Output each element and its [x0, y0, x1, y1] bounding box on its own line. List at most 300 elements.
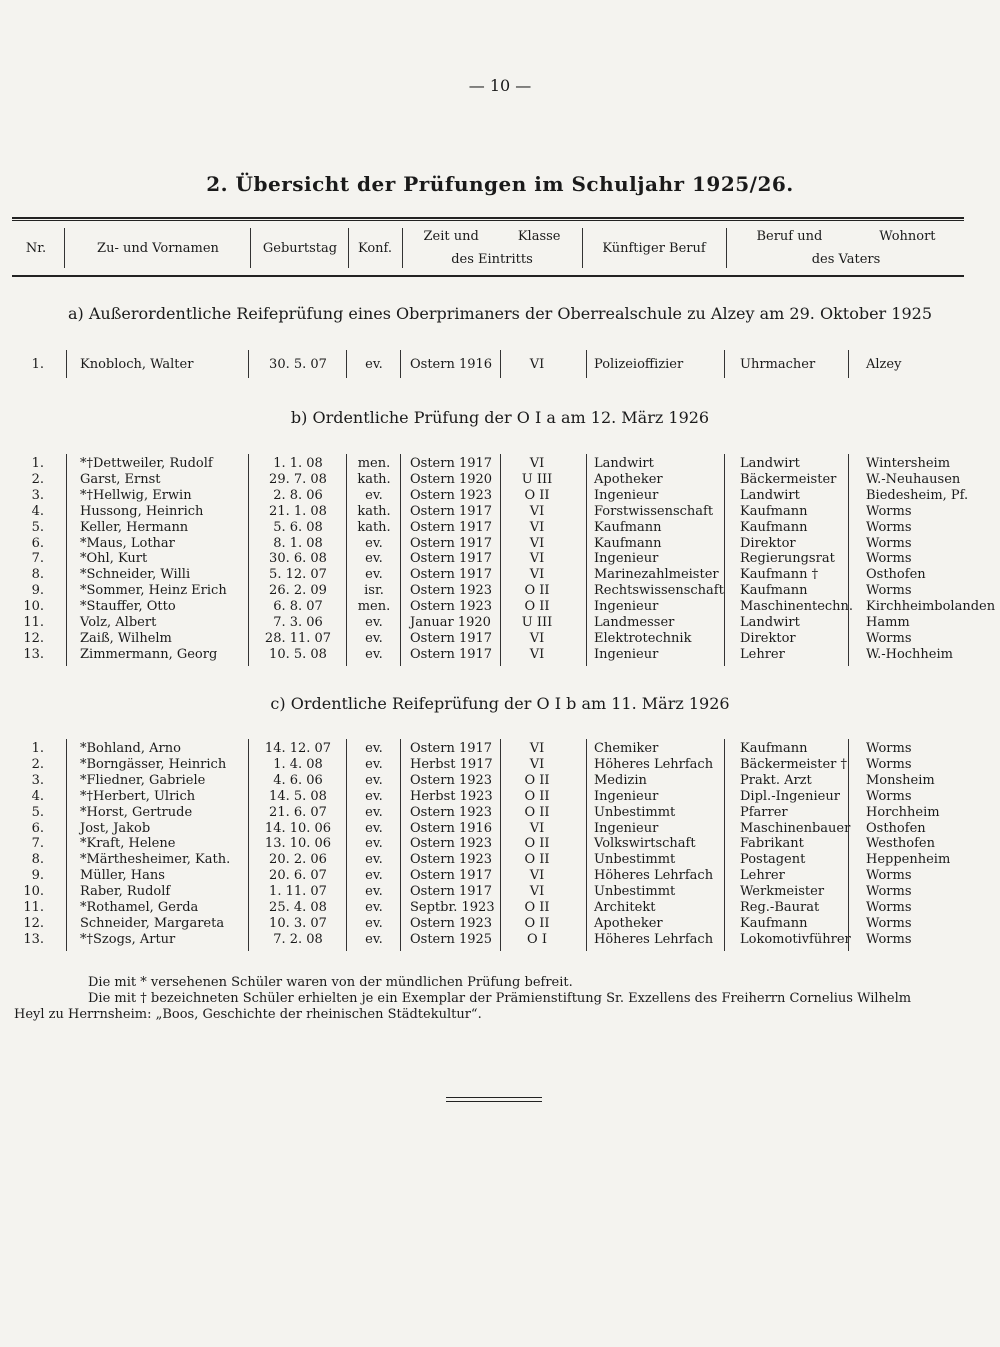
- row-eintritt: Ostern 1917: [410, 519, 493, 535]
- row-wohnort: Monsheim: [866, 772, 935, 788]
- row-eintritt: Herbst 1917: [410, 756, 493, 772]
- column-rule: [848, 454, 849, 666]
- row-nr: 1.: [31, 357, 44, 372]
- row-geburtstag: 14. 12. 07: [264, 741, 332, 756]
- row-geburtstag: 1. 11. 07: [269, 884, 327, 900]
- row-klasse: O II: [524, 915, 550, 931]
- section-a-heading: a) Außerordentliche Reifeprüfung eines Oberprimaners der Oberrealschule zu Alzey am 29. Oktober 1925: [68, 304, 932, 323]
- row-nr: 6.: [31, 535, 44, 551]
- row-wohnort: Worms: [866, 583, 912, 599]
- end-rule: [446, 1101, 542, 1102]
- column-rule: [248, 350, 249, 378]
- header-vater: Beruf und: [756, 229, 823, 244]
- row-wohnort: Heppenheim: [866, 852, 951, 868]
- row-konf: ev.: [365, 900, 383, 915]
- column-rule: [500, 739, 501, 951]
- row-nr: 12.: [23, 630, 44, 646]
- row-wohnort: Worms: [866, 756, 912, 772]
- row-nr: 1.: [31, 741, 44, 756]
- row-eintritt: Ostern 1923: [410, 852, 493, 868]
- row-geburtstag: 1. 4. 08: [273, 756, 323, 772]
- row-wohnort: Worms: [866, 788, 912, 804]
- row-beruf: Kaufmann: [594, 535, 662, 551]
- row-eintritt: Ostern 1923: [410, 804, 493, 820]
- column-rule: [346, 350, 347, 378]
- row-konf: kath.: [357, 503, 391, 519]
- row-geburtstag: 10. 3. 07: [269, 915, 327, 931]
- row-geburtstag: 30. 5. 07: [269, 357, 327, 372]
- row-name: *Ohl, Kurt: [80, 551, 148, 567]
- row-vater: Kaufmann: [740, 741, 808, 756]
- row-klasse: U III: [521, 471, 553, 487]
- row-geburtstag: 2. 8. 06: [273, 487, 323, 503]
- row-name: *Borngässer, Heinrich: [80, 756, 227, 772]
- row-konf: ev.: [365, 788, 383, 804]
- row-konf: ev.: [365, 836, 383, 852]
- row-name: Schneider, Margareta: [80, 915, 225, 931]
- row-name: *Horst, Gertrude: [80, 804, 193, 820]
- row-klasse: VI: [529, 646, 545, 662]
- row-beruf: Ingenieur: [594, 646, 659, 662]
- column-rule: [848, 350, 849, 378]
- row-beruf: Elektrotechnik: [594, 630, 692, 646]
- row-nr: 11.: [23, 615, 44, 630]
- row-eintritt: Ostern 1917: [410, 646, 493, 662]
- row-eintritt: Ostern 1923: [410, 915, 493, 931]
- row-vater: Direktor: [740, 535, 796, 551]
- row-konf: kath.: [357, 471, 391, 487]
- row-eintritt: Ostern 1917: [410, 503, 493, 519]
- row-geburtstag: 1. 1. 08: [273, 456, 323, 471]
- row-wohnort: Worms: [866, 884, 912, 900]
- row-wohnort: Wintersheim: [866, 456, 951, 471]
- row-wohnort: Worms: [866, 630, 912, 646]
- row-beruf: Chemiker: [594, 741, 659, 756]
- row-klasse: O II: [524, 772, 550, 788]
- header-divider: [402, 228, 403, 268]
- row-eintritt: Ostern 1923: [410, 599, 493, 615]
- row-eintritt: Januar 1920: [410, 615, 491, 630]
- row-geburtstag: 8. 1. 08: [273, 535, 323, 551]
- row-geburtstag: 10. 5. 08: [269, 646, 327, 662]
- column-rule: [346, 739, 347, 951]
- row-vater: Bäckermeister: [740, 471, 837, 487]
- row-klasse: VI: [529, 503, 545, 519]
- row-nr: 9.: [31, 868, 44, 884]
- row-wohnort: W.-Neuhausen: [866, 471, 961, 487]
- row-vater: Prakt. Arzt: [740, 772, 812, 788]
- row-konf: ev.: [365, 852, 383, 868]
- row-name: *Schneider, Willi: [80, 567, 191, 583]
- row-geburtstag: 14. 10. 06: [264, 820, 332, 836]
- row-geburtstag: 25. 4. 08: [269, 900, 327, 915]
- row-nr: 1.: [31, 456, 44, 471]
- row-wohnort: Worms: [866, 551, 912, 567]
- row-nr: 3.: [31, 487, 44, 503]
- column-rule: [586, 350, 587, 378]
- row-klasse: VI: [529, 357, 545, 372]
- row-nr: 8.: [31, 852, 44, 868]
- row-beruf: Ingenieur: [594, 820, 659, 836]
- row-name: *Bohland, Arno: [80, 741, 181, 756]
- row-beruf: Volkswirtschaft: [594, 836, 696, 852]
- row-wohnort: Osthofen: [866, 820, 926, 836]
- column-rule: [66, 454, 67, 666]
- row-name: *†Hellwig, Erwin: [80, 487, 192, 503]
- section-c-heading: c) Ordentliche Reifeprüfung der O I b am 11. März 1926: [270, 694, 730, 713]
- row-name: *Stauffer, Otto: [80, 599, 176, 615]
- row-vater: Dipl.-Ingenieur: [740, 788, 840, 804]
- row-beruf: Marinezahlmeister: [594, 567, 719, 583]
- page-number: — 10 —: [468, 76, 532, 95]
- row-eintritt: Ostern 1917: [410, 456, 493, 471]
- row-beruf: Landwirt: [594, 456, 654, 471]
- row-vater: Landwirt: [740, 615, 800, 630]
- row-vater: Kaufmann: [740, 915, 808, 931]
- row-nr: 5.: [31, 519, 44, 535]
- row-konf: ev.: [365, 772, 383, 788]
- row-geburtstag: 6. 8. 07: [273, 599, 323, 615]
- row-konf: ev.: [365, 915, 383, 931]
- row-klasse: O II: [524, 804, 550, 820]
- row-wohnort: Osthofen: [866, 567, 926, 583]
- row-vater: Direktor: [740, 630, 796, 646]
- row-nr: 8.: [31, 567, 44, 583]
- row-klasse: O I: [527, 931, 547, 947]
- row-konf: ev.: [365, 931, 383, 947]
- header-eintritt: des Eintritts: [451, 252, 533, 267]
- row-name: *Kraft, Helene: [80, 836, 176, 852]
- row-nr: 4.: [31, 503, 44, 519]
- column-rule: [346, 454, 347, 666]
- row-beruf: Medizin: [594, 772, 647, 788]
- row-beruf: Apotheker: [594, 471, 663, 487]
- row-eintritt: Ostern 1920: [410, 471, 493, 487]
- header-divider: [64, 228, 65, 268]
- row-geburtstag: 13. 10. 06: [264, 836, 332, 852]
- row-name: Volz, Albert: [80, 615, 157, 630]
- row-nr: 3.: [31, 772, 44, 788]
- column-rule: [66, 350, 67, 378]
- row-geburtstag: 7. 2. 08: [273, 931, 323, 947]
- row-konf: ev.: [365, 551, 383, 567]
- row-geburtstag: 14. 5. 08: [269, 788, 327, 804]
- row-eintritt: Ostern 1923: [410, 772, 493, 788]
- header-vater-wohnort: [728, 222, 964, 274]
- header-top-rule: [12, 217, 964, 219]
- row-wohnort: Worms: [866, 535, 912, 551]
- row-beruf: Höheres Lehrfach: [594, 868, 714, 884]
- row-klasse: O II: [524, 599, 550, 615]
- row-beruf: Höheres Lehrfach: [594, 756, 714, 772]
- row-vater: Kaufmann: [740, 519, 808, 535]
- row-vater: Lehrer: [740, 646, 785, 662]
- column-rule: [724, 739, 725, 951]
- header-wohnort: Wohnort: [879, 229, 936, 244]
- row-eintritt: Ostern 1916: [410, 820, 493, 836]
- row-nr: 10.: [23, 599, 44, 615]
- note-dagger: Die mit † bezeichneten Schüler erhielten je ein Exemplar der Prämienstiftung Sr. Exzellens des Freiherrn Cornelius Wilhelm: [88, 991, 912, 1006]
- row-konf: ev.: [365, 820, 383, 836]
- row-beruf: Unbestimmt: [594, 852, 676, 868]
- row-vater: Kaufmann: [740, 583, 808, 599]
- row-vater: Lokomotivführer: [740, 931, 851, 947]
- column-rule: [248, 454, 249, 666]
- row-beruf: Ingenieur: [594, 788, 659, 804]
- row-geburtstag: 20. 2. 06: [269, 852, 327, 868]
- row-wohnort: Worms: [866, 915, 912, 931]
- row-name: Müller, Hans: [80, 868, 165, 884]
- row-beruf: Landmesser: [594, 615, 675, 630]
- row-vater: Lehrer: [740, 868, 785, 884]
- row-klasse: U III: [521, 615, 553, 630]
- row-wohnort: Horchheim: [866, 804, 940, 820]
- row-beruf: Rechtswissenschaft: [594, 583, 724, 599]
- row-geburtstag: 28. 11. 07: [264, 630, 332, 646]
- row-eintritt: Ostern 1917: [410, 535, 493, 551]
- column-rule: [66, 739, 67, 951]
- row-name: *Rothamel, Gerda: [80, 900, 199, 915]
- row-konf: ev.: [365, 884, 383, 900]
- row-vater: Werkmeister: [740, 884, 825, 900]
- row-eintritt: Ostern 1917: [410, 884, 493, 900]
- header-divider: [250, 228, 251, 268]
- row-beruf: Unbestimmt: [594, 884, 676, 900]
- row-klasse: VI: [529, 567, 545, 583]
- row-nr: 13.: [23, 646, 44, 662]
- row-konf: ev.: [365, 630, 383, 646]
- row-beruf: Forstwissenschaft: [594, 503, 714, 519]
- row-eintritt: Ostern 1917: [410, 567, 493, 583]
- row-eintritt: Ostern 1917: [410, 741, 493, 756]
- header-klasse: Klasse: [517, 229, 561, 244]
- row-name: Keller, Hermann: [80, 519, 189, 535]
- row-wohnort: Hamm: [866, 615, 910, 630]
- header-divider: [726, 228, 727, 268]
- row-konf: ev.: [365, 741, 383, 756]
- row-wohnort: Worms: [866, 868, 912, 884]
- row-konf: ev.: [365, 567, 383, 583]
- row-geburtstag: 30. 6. 08: [269, 551, 327, 567]
- row-konf: ev.: [365, 868, 383, 884]
- row-eintritt: Ostern 1917: [410, 630, 493, 646]
- row-eintritt: Ostern 1916: [410, 357, 493, 372]
- row-wohnort: W.-Hochheim: [866, 646, 953, 662]
- row-name: Zimmermann, Georg: [80, 646, 218, 662]
- row-vater: Landwirt: [740, 487, 800, 503]
- section-b-heading: b) Ordentliche Prüfung der O I a am 12. März 1926: [290, 408, 710, 427]
- row-name: *†Dettweiler, Rudolf: [80, 456, 213, 471]
- row-wohnort: Worms: [866, 503, 912, 519]
- column-rule: [400, 454, 401, 666]
- column-rule: [848, 739, 849, 951]
- end-rule: [446, 1097, 542, 1098]
- note-dagger-cont: Heyl zu Herrnsheim: „Boos, Geschichte der rheinischen Städtekultur“.: [14, 1007, 482, 1022]
- row-klasse: VI: [529, 551, 545, 567]
- header-name: Zu- und Vornamen: [97, 240, 219, 256]
- row-klasse: O II: [524, 583, 550, 599]
- row-klasse: O II: [524, 836, 550, 852]
- row-klasse: VI: [529, 868, 545, 884]
- row-name: *†Herbert, Ulrich: [80, 788, 196, 804]
- row-wohnort: Worms: [866, 519, 912, 535]
- row-geburtstag: 21. 1. 08: [269, 503, 327, 519]
- row-wohnort: Biedesheim, Pf.: [866, 487, 969, 503]
- row-nr: 13.: [23, 931, 44, 947]
- row-klasse: VI: [529, 519, 545, 535]
- row-nr: 5.: [31, 804, 44, 820]
- row-klasse: VI: [529, 756, 545, 772]
- row-eintritt: Herbst 1923: [410, 788, 493, 804]
- row-beruf: Ingenieur: [594, 599, 659, 615]
- row-geburtstag: 20. 6. 07: [269, 868, 327, 884]
- header-des-vaters: des Vaters: [811, 252, 881, 267]
- column-rule: [724, 454, 725, 666]
- row-konf: ev.: [365, 357, 383, 372]
- row-konf: men.: [357, 456, 391, 471]
- row-geburtstag: 21. 6. 07: [269, 804, 327, 820]
- row-wohnort: Worms: [866, 931, 912, 947]
- row-nr: 7.: [31, 551, 44, 567]
- row-konf: men.: [357, 599, 391, 615]
- row-name: Hussong, Heinrich: [80, 503, 204, 519]
- column-rule: [586, 739, 587, 951]
- row-vater: Regierungsrat: [740, 551, 835, 567]
- row-konf: ev.: [365, 535, 383, 551]
- row-nr: 9.: [31, 583, 44, 599]
- row-konf: ev.: [365, 487, 383, 503]
- row-vater: Reg.-Baurat: [740, 900, 820, 915]
- row-beruf: Ingenieur: [594, 487, 659, 503]
- header-beruf: Künftiger Beruf: [602, 240, 706, 256]
- row-eintritt: Ostern 1917: [410, 551, 493, 567]
- row-eintritt: Ostern 1925: [410, 931, 493, 947]
- row-konf: isr.: [364, 583, 384, 599]
- row-nr: 7.: [31, 836, 44, 852]
- row-nr: 2.: [31, 756, 44, 772]
- row-beruf: Polizeioffizier: [594, 357, 684, 372]
- row-nr: 10.: [23, 884, 44, 900]
- row-nr: 12.: [23, 915, 44, 931]
- row-eintritt: Ostern 1923: [410, 487, 493, 503]
- row-geburtstag: 29. 7. 08: [269, 471, 327, 487]
- row-vater: Landwirt: [740, 456, 800, 471]
- row-beruf: Unbestimmt: [594, 804, 676, 820]
- row-geburtstag: 7. 3. 06: [273, 615, 323, 630]
- note-asterisk: Die mit * versehenen Schüler waren von der mündlichen Prüfung befreit.: [88, 975, 573, 990]
- row-eintritt: Septbr. 1923: [410, 900, 495, 915]
- row-name: Jost, Jakob: [80, 820, 151, 836]
- row-wohnort: Alzey: [866, 357, 902, 372]
- row-beruf: Ingenieur: [594, 551, 659, 567]
- column-rule: [724, 350, 725, 378]
- row-eintritt: Ostern 1917: [410, 868, 493, 884]
- row-klasse: O II: [524, 788, 550, 804]
- row-name: *†Szogs, Artur: [80, 931, 176, 947]
- row-vater: Uhrmacher: [740, 357, 816, 372]
- row-konf: kath.: [357, 519, 391, 535]
- row-konf: ev.: [365, 756, 383, 772]
- row-vater: Fabrikant: [740, 836, 804, 852]
- row-name: Raber, Rudolf: [80, 884, 171, 900]
- header-divider: [348, 228, 349, 268]
- row-geburtstag: 26. 2. 09: [269, 583, 327, 599]
- row-name: Garst, Ernst: [80, 471, 161, 487]
- row-klasse: VI: [529, 820, 545, 836]
- row-nr: 4.: [31, 788, 44, 804]
- row-nr: 11.: [23, 900, 44, 915]
- row-wohnort: Worms: [866, 741, 912, 756]
- row-geburtstag: 5. 6. 08: [273, 519, 323, 535]
- row-nr: 2.: [31, 471, 44, 487]
- row-eintritt: Ostern 1923: [410, 583, 493, 599]
- row-vater: Kaufmann †: [740, 567, 819, 583]
- header-top-rule-thin: [12, 220, 964, 221]
- row-klasse: O II: [524, 852, 550, 868]
- column-rule: [248, 739, 249, 951]
- row-konf: ev.: [365, 615, 383, 630]
- row-beruf: Höheres Lehrfach: [594, 931, 714, 947]
- row-wohnort: Kirchheimbolanden: [866, 599, 996, 615]
- header-geburtstag: Geburtstag: [262, 240, 338, 256]
- row-klasse: O II: [524, 900, 550, 915]
- row-geburtstag: 5. 12. 07: [269, 567, 327, 583]
- row-wohnort: Worms: [866, 900, 912, 915]
- row-vater: Maschinentechn.: [740, 599, 854, 615]
- row-name: *Maus, Lothar: [80, 535, 175, 551]
- column-rule: [586, 454, 587, 666]
- header-zeit-klasse: [404, 222, 580, 274]
- header-divider: [582, 228, 583, 268]
- row-beruf: Kaufmann: [594, 519, 662, 535]
- page-title: 2. Übersicht der Prüfungen im Schuljahr 1925/26.: [206, 172, 794, 196]
- row-name: Knobloch, Walter: [80, 357, 194, 372]
- row-vater: Pfarrer: [740, 804, 788, 820]
- row-nr: 6.: [31, 820, 44, 836]
- row-vater: Kaufmann: [740, 503, 808, 519]
- header-nr: Nr.: [25, 240, 47, 256]
- row-eintritt: Ostern 1923: [410, 836, 493, 852]
- header-konf: Konf.: [357, 240, 393, 256]
- row-klasse: VI: [529, 884, 545, 900]
- header-bottom-rule: [12, 275, 964, 277]
- row-beruf: Architekt: [594, 900, 656, 915]
- row-klasse: VI: [529, 630, 545, 646]
- row-name: *Fliedner, Gabriele: [80, 772, 206, 788]
- row-vater: Maschinenbauer: [740, 820, 851, 836]
- table-header: [12, 222, 964, 274]
- row-beruf: Apotheker: [594, 915, 663, 931]
- row-klasse: VI: [529, 535, 545, 551]
- row-vater: Postagent: [740, 852, 806, 868]
- row-name: Zaiß, Wilhelm: [80, 630, 172, 646]
- row-klasse: VI: [529, 741, 545, 756]
- row-konf: ev.: [365, 646, 383, 662]
- row-klasse: O II: [524, 487, 550, 503]
- column-rule: [500, 454, 501, 666]
- row-name: *Märthesheimer, Kath.: [80, 852, 231, 868]
- header-zeit: Zeit und: [423, 229, 479, 244]
- column-rule: [400, 350, 401, 378]
- column-rule: [500, 350, 501, 378]
- row-klasse: VI: [529, 456, 545, 471]
- row-geburtstag: 4. 6. 06: [273, 772, 323, 788]
- row-vater: Bäckermeister †: [740, 756, 847, 772]
- row-konf: ev.: [365, 804, 383, 820]
- column-rule: [400, 739, 401, 951]
- row-name: *Sommer, Heinz Erich: [80, 583, 227, 599]
- row-wohnort: Westhofen: [866, 836, 935, 852]
